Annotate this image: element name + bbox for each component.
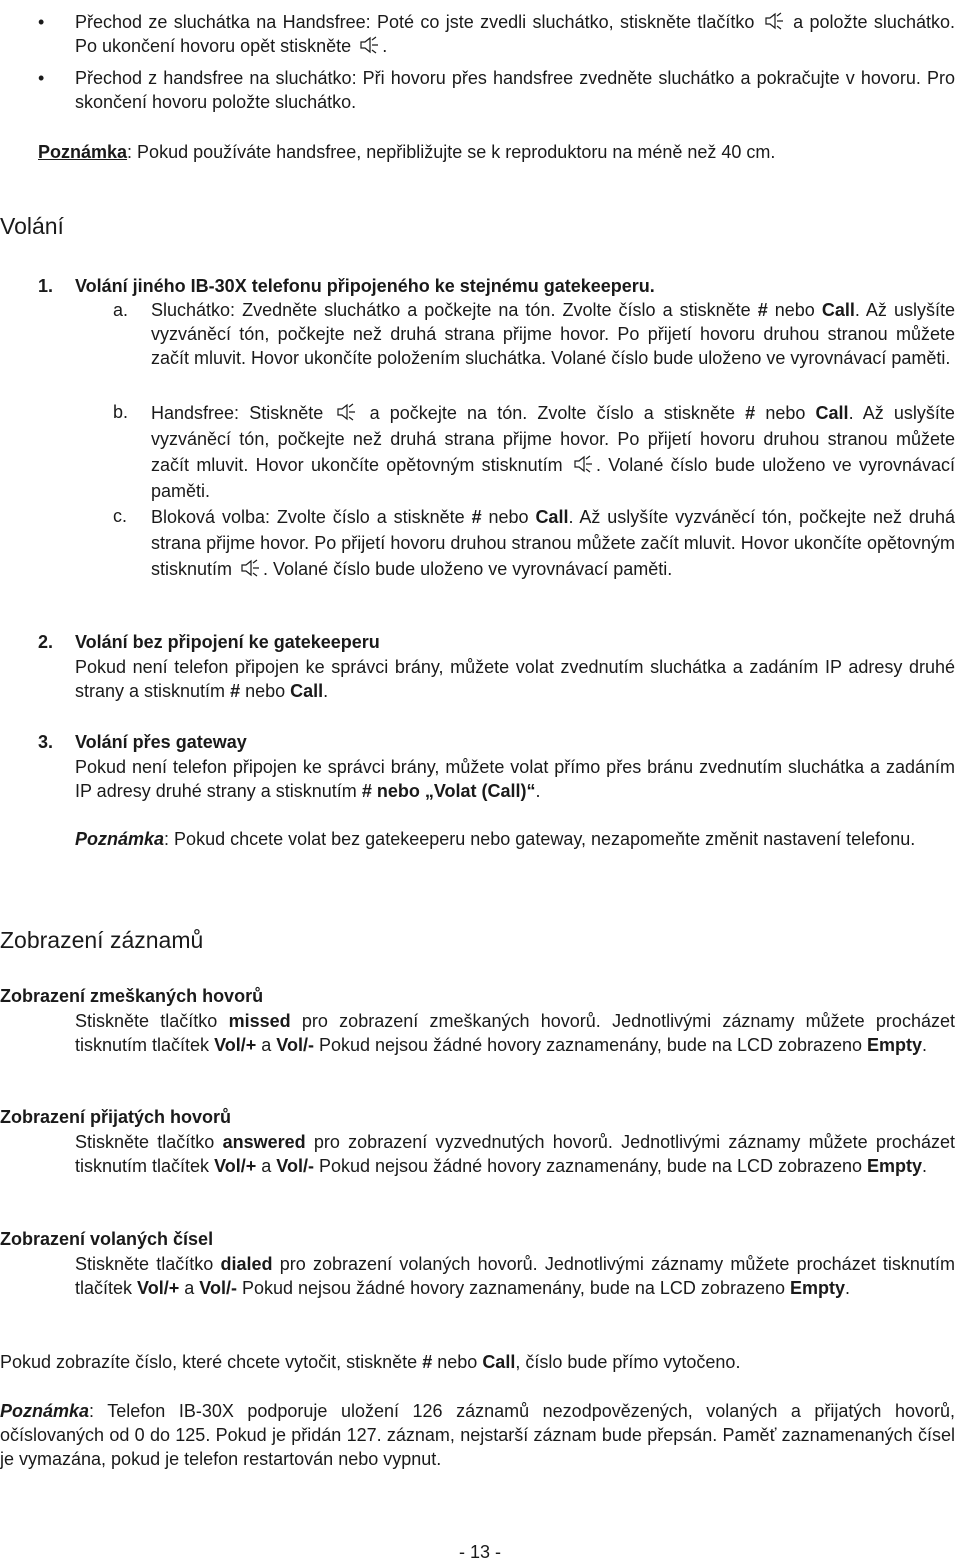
subitem-handsfree: Handsfree: Stiskněte a počkejte na tón. Zvolte číslo a stiskněte # nebo Call. Až uslyšíte vyzváněcí tón, počkejte než druhá strana přijme hovor. Po přijetí hovoru druhou stranou můžete začít mluvit. Hovor ukončíte opětovným stisknutím . Volané číslo bude uloženo ve vyrovnávací paměti. [151,403,955,501]
subitem-letter: c. [113,506,128,526]
note-label: Poznámka [0,1401,90,1421]
speaker-icon [763,10,785,32]
subitem-block-dial: Bloková volba: Zvolte číslo a stiskněte # nebo Call. Až uslyšíte vyzváněcí tón, počkejte než druhá strana přijme hovor. Po přijetí hovoru druhou stranou můžete začít mluvit. Hovor ukončíte opětovným stisknutím . Volané číslo bude uloženo ve vyrovnávací paměti. [151,507,955,579]
item-body: Pokud není telefon připojen ke správci brány, můžete volat přímo přes bránu zvednutím sluchátka a zadáním IP adresy druhé strany a stisknutím # nebo „Volat (Call)“. [75,757,955,801]
item-title: Volání jiného IB-30X telefonu připojeného ke stejnému gatekeeperu. [75,276,655,296]
speaker-icon [358,34,380,56]
note-gateway: Poznámka: Pokud chcete volat bez gatekeeperu nebo gateway, nezapomeňte změnit nastavení telefonu. [75,829,916,849]
subsection-title-answered: Zobrazení přijatých hovorů [0,1107,232,1127]
answered-body: Stiskněte tlačítko answered pro zobrazení vyzvednutých hovorů. Jednotlivými záznamy můžete procházet tisknutím tlačítek Vol/+ a Vol/- Pokud nejsou žádné hovory zaznamenány, bude na LCD zobrazeno Empty. [75,1132,955,1176]
redial-text: Pokud zobrazíte číslo, které chcete vytočit, stiskněte # nebo Call, číslo bude přímo vytočeno. [0,1352,741,1372]
item-title: Volání přes gateway [75,732,247,752]
note-label: Poznámka [75,829,165,849]
page-number: - 13 - [458,1542,501,1562]
bullet-handsfree-to-handset: Přechod z handsfree na sluchátko: Při hovoru přes handsfree zvedněte sluchátko a pokračujte v hovoru. Pro skončení hovoru položte sluchátko. [75,68,955,112]
speaker-icon [572,453,594,475]
note-handsfree: Poznámka: Pokud používáte handsfree, nepřibližujte se k reproduktoru na méně než 40 cm. [38,142,776,162]
subitem-letter: b. [113,402,129,422]
subsection-title-dialed: Zobrazení volaných čísel [0,1229,214,1249]
section-title-calling: Volání [0,213,64,239]
subitem-letter: a. [113,300,129,320]
bullet-dot: • [38,12,45,32]
note-label: Poznámka [38,142,128,162]
item-number: 3. [38,732,54,752]
dialed-body: Stiskněte tlačítko dialed pro zobrazení volaných hovorů. Jednotlivými záznamy můžete procházet tisknutím tlačítek Vol/+ a Vol/- Pokud nejsou žádné hovory zaznamenány, bude na LCD zobrazeno Empty. [75,1254,955,1298]
bullet-dot: • [38,68,45,88]
subitem-handset: Sluchátko: Zvedněte sluchátko a počkejte na tón. Zvolte číslo a stiskněte # nebo Call. Až uslyšíte vyzváněcí tón, počkejte než druhá strana přijme hovor. Po přijetí hovoru druhou stranou můžete začít mluvit. Hovor ukončíte položením sluchátka. Volané číslo bude uloženo ve vyrovnávací paměti. [151,300,955,368]
note-capacity: Poznámka: Telefon IB-30X podporuje uložení 126 záznamů nezodpovězených, volaných a přijatých hovorů, očíslovaných od 0 do 125. Pokud je přidán 127. záznam, nejstarší záznam bude přepsán. Paměť zaznamenaných čísel je vymazána, pokud je telefon restartován nebo vypnut. [0,1401,955,1469]
missed-body: Stiskněte tlačítko missed pro zobrazení zmeškaných hovorů. Jednotlivými záznamy můžete procházet tisknutím tlačítek Vol/+ a Vol/- Pokud nejsou žádné hovory zaznamenány, bude na LCD zobrazeno Empty. [75,1011,955,1055]
item-number: 2. [38,632,54,652]
speaker-icon [335,401,357,423]
item-body: Pokud není telefon připojen ke správci brány, můžete volat zvednutím sluchátka a zadáním IP adresy druhé strany a stisknutím # nebo Call. [75,657,955,701]
item-title: Volání bez připojení ke gatekeeperu [75,632,380,652]
speaker-icon [239,557,261,579]
subsection-title-missed: Zobrazení zmeškaných hovorů [0,986,264,1006]
section-title-records: Zobrazení záznamů [0,927,204,953]
item-number: 1. [38,276,54,296]
bullet-handset-to-handsfree: Přechod ze sluchátka na Handsfree: Poté co jste zvedli sluchátko, stiskněte tlačítko a položte sluchátko. Po ukončení hovoru opět stiskněte . [75,12,955,56]
